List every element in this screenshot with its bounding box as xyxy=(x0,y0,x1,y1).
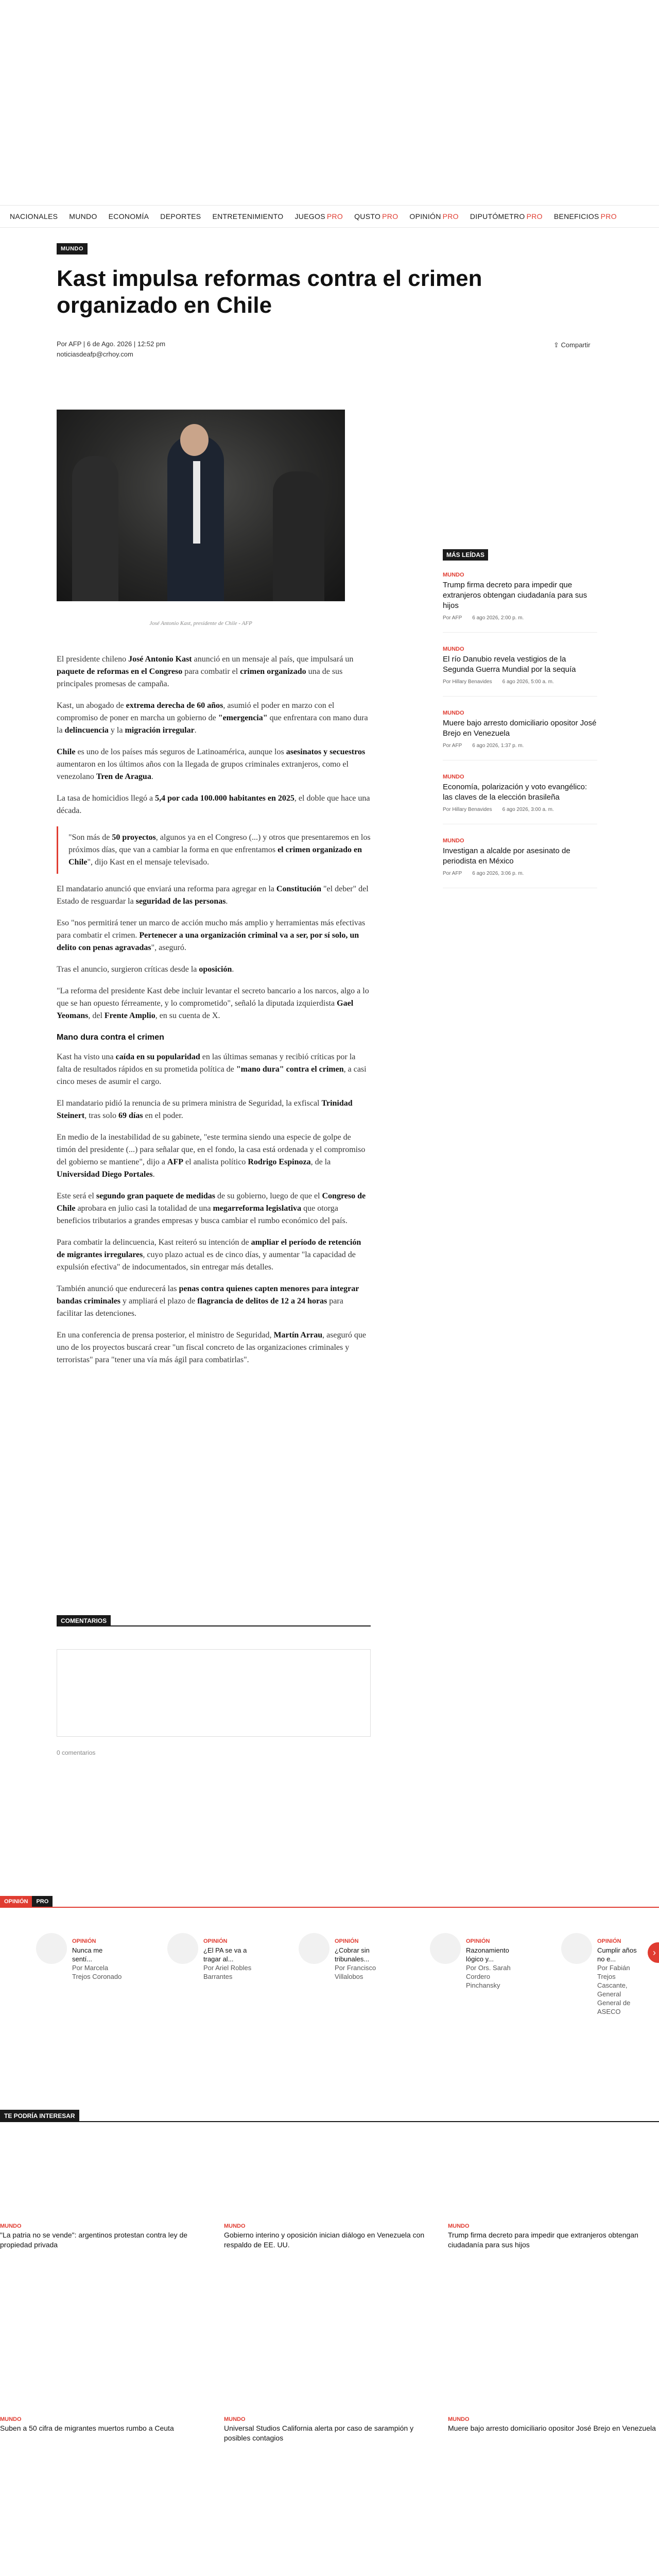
nav-item-qusto[interactable]: QUSTO PRO xyxy=(354,212,398,221)
most-read-item[interactable]: MUNDO Economía, polarización y voto evangélico: las claves de la elección brasileña Por Hillary Benavides 6 ago 2026, 3:00 a. m. xyxy=(443,774,597,824)
related-card[interactable]: MUNDO Gobierno interino y oposición inician diálogo en Venezuela con respaldo de EE. UU. xyxy=(224,2141,432,2250)
avatar xyxy=(561,1933,592,1964)
related-heading: TE PODRÍA INTERESAR xyxy=(0,2110,79,2122)
opinion-card[interactable]: OPINIÓN Razonamiento lógico y... Por Ors. Sarah Cordero Pinchansky xyxy=(466,1938,511,1989)
nav-item-mundo[interactable]: MUNDO xyxy=(69,212,97,221)
share-icon: ⇪ xyxy=(553,341,561,349)
opinion-card[interactable]: OPINIÓN ¿El PA se va a tragar al... Por Ariel Robles Barrantes xyxy=(203,1938,252,1980)
nav-item-nacionales[interactable]: NACIONALES xyxy=(10,212,58,221)
most-read-item[interactable]: MUNDO Investigan a alcalde por asesinato de periodista en México Por AFP 6 ago 2026, 3:06 p. m. xyxy=(443,838,597,888)
avatar xyxy=(167,1933,198,1964)
opinion-carousel xyxy=(0,1896,659,2015)
comments-heading: COMENTARIOS xyxy=(57,1615,111,1626)
comments-section xyxy=(57,1615,371,1756)
related-image xyxy=(224,2141,432,2218)
main-nav xyxy=(0,205,659,228)
background-person xyxy=(273,471,324,601)
comments-count: 0 comentarios xyxy=(57,1749,96,1756)
opinion-card[interactable]: OPINIÓN Nunca me sentí... Por Marcela Trejos Coronado xyxy=(72,1938,122,1980)
nav-item-economia[interactable]: ECONOMÍA xyxy=(108,212,149,221)
share-button[interactable]: ⇪ Compartir xyxy=(553,341,591,349)
paragraph: Kast ha visto una caída en su popularidad en las últimas semanas y recibió críticas por la falta de resultados rápidos en su prometida política de "mano dura" contra el crimen, a casi cinco meses de asumir el cargo. xyxy=(57,1053,367,1086)
article-body xyxy=(57,653,371,1376)
most-read-item[interactable]: MUNDO Muere bajo arresto domiciliario opositor José Brejo en Venezuela Por AFP 6 ago 2026, 1:37 p. m. xyxy=(443,710,597,760)
related-image xyxy=(448,2141,656,2218)
nav-item-beneficios[interactable]: BENEFICIOS PRO xyxy=(553,212,617,221)
paragraph: En medio de la inestabilidad de su gabinete, "este termina siendo una especie de golpe de timón del presidente (...) para señalar que, en el fondo, la casa está ordenada y el compromiso del gobierno se mantiene", dijo a AFP el analista político Rodrigo Espinoza, de la Universidad Diego Portales. xyxy=(57,1133,366,1179)
paragraph: Eso "nos permitirá tener un marco de acción mucho más amplio y herramientas más efectivas para combatir el crimen. Pertenecer a una organización criminal va a ser, por sí solo, un delito con penas agravadas", aseguró. xyxy=(57,919,366,952)
shirt xyxy=(193,461,200,544)
related-image xyxy=(0,2334,209,2411)
paragraph: En una conferencia de prensa posterior, el ministro de Seguridad, Martín Arrau, aseguró que uno de los proyectos buscará crear "un fiscal concreto de las organizaciones criminales y terroristas" para "tener una vía más ágil para combatirlas". xyxy=(57,1331,366,1364)
paragraph: La tasa de homicidios llegó a 5,4 por cada 100.000 habitantes en 2025, el doble que hace una década. xyxy=(57,794,370,815)
nav-item-juegos[interactable]: JUEGOS PRO xyxy=(294,212,343,221)
paragraph: El mandatario pidió la renuncia de su primera ministra de Seguridad, la exfiscal Trinidad Steinert, tras solo 69 días en el poder. xyxy=(57,1099,353,1120)
related-card[interactable]: MUNDO "La patria no se vende": argentinos protestan contra ley de propiedad privada xyxy=(0,2141,209,2250)
nav-item-deportes[interactable]: DEPORTES xyxy=(160,212,201,221)
avatar xyxy=(36,1933,67,1964)
hero-image xyxy=(57,410,345,601)
paragraph: También anunció que endurecerá las penas contra quienes capten menores para integrar bandas criminales y ampliará el plazo de flagrancia de delitos de 12 a 24 horas para facilitar las detenciones. xyxy=(57,1284,359,1318)
opinion-card[interactable]: OPINIÓN ¿Cobrar sin tribunales... Por Francisco Villalobos xyxy=(335,1938,376,1980)
most-read-heading: MÁS LEÍDAS xyxy=(443,549,488,561)
article-title: Kast impulsa reformas contra el crimen organizado en Chile xyxy=(57,266,482,318)
main-person-head xyxy=(180,424,209,456)
paragraph: Para combatir la delincuencia, Kast reiteró su intención de ampliar el período de retención de migrantes irregulares, cuyo plazo actual es de cinco días, y aumentar "la capacidad de expulsión efectiva" de indocumentados, sin entregar más detalles. xyxy=(57,1238,361,1272)
opinion-heading: OPINIÓN PRO xyxy=(0,1896,53,1907)
section-tag[interactable]: MUNDO xyxy=(57,243,88,255)
nav-item-entretenimiento[interactable]: ENTRETENIMIENTO xyxy=(212,212,284,221)
paragraph: El presidente chileno José Antonio Kast anunció en un mensaje al país, que impulsará un paquete de reformas en el Congreso para combatir el crimen organizado una de sus principales promesas de campaña. xyxy=(57,655,354,688)
byline-text: Por AFP | 6 de Ago. 2026 | 12:52 pm xyxy=(57,340,166,348)
paragraph: Chile es uno de los países más seguros de Latinoamérica, aunque los asesinatos y secuestros aumentaron en los últimos años con la llegada de grupos criminales extranjeros, como el venezolano Tren de Aragua. xyxy=(57,748,366,781)
paragraph: Kast, un abogado de extrema derecha de 60 años, asumió el poder en marzo con el compromiso de poner en marcha un gobierno de "emergencia" que enfrentara con mano dura la delincuencia y la migración irregular. xyxy=(57,701,368,735)
avatar xyxy=(299,1933,330,1964)
paragraph: Tras el anuncio, surgieron críticas desde la oposición. xyxy=(57,965,234,974)
image-caption: José Antonio Kast, presidente de Chile - AFP xyxy=(149,620,252,626)
paragraph: "La reforma del presidente Kast debe incluir levantar el secreto bancario a los narcos, algo a lo que se han opuesto férreamente, y lo comprometido", señaló la diputada izquierdista Gael Yeomans, del Frente Amplio, en su cuenta de X. xyxy=(57,987,369,1020)
related-image xyxy=(0,2141,209,2218)
related-image xyxy=(224,2334,432,2411)
related-card[interactable]: MUNDO Suben a 50 cifra de migrantes muertos rumbo a Ceuta xyxy=(0,2334,209,2433)
byline xyxy=(57,339,165,360)
related-card[interactable]: MUNDO Muere bajo arresto domiciliario opositor José Brejo en Venezuela xyxy=(448,2334,656,2433)
background-person xyxy=(72,456,118,601)
most-read-item[interactable]: MUNDO El río Danubio revela vestigios de la Segunda Guerra Mundial por la sequía Por Hillary Benavides 6 ago 2026, 5:00 a. m. xyxy=(443,646,597,697)
carousel-next-button[interactable]: › xyxy=(648,1942,659,1963)
opinion-card[interactable]: OPINIÓN Cumplir años no e... Por Fabián Trejos Cascante, General General de ASECO xyxy=(597,1938,637,2015)
subheading: Mano dura contra el crimen xyxy=(57,1033,164,1042)
nav-item-diputometro[interactable]: DIPUTÓMETRO PRO xyxy=(470,212,543,221)
avatar xyxy=(430,1933,461,1964)
related-articles xyxy=(0,2110,659,2122)
paragraph: Este será el segundo gran paquete de medidas de su gobierno, luego de que el Congreso de Chile aprobara en julio casi la totalidad de una megarreforma legislativa que otorga beneficios tributarios a grandes empresas y busca cambiar el rumbo económico del país. xyxy=(57,1192,366,1225)
comments-box[interactable] xyxy=(57,1649,371,1737)
paragraph: El mandatario anunció que enviará una reforma para agregar en la Constitución "el deber" del Estado de resguardar la seguridad de las personas. xyxy=(57,885,369,906)
related-card[interactable]: MUNDO Trump firma decreto para impedir que extranjeros obtengan ciudadanía para sus hijos xyxy=(448,2141,656,2250)
related-card[interactable]: MUNDO Universal Studios California alerta por caso de sarampión y posibles contagios xyxy=(224,2334,432,2443)
most-read-item[interactable]: MUNDO Trump firma decreto para impedir que extranjeros obtengan ciudadanía para sus hijos Por AFP 6 ago 2026, 2:00 p. m. xyxy=(443,572,597,633)
nav-item-opinion[interactable]: OPINIÓN PRO xyxy=(409,212,459,221)
most-read-sidebar xyxy=(443,549,597,902)
pull-quote: "Son más de 50 proyectos, algunos ya en el Congreso (...) y otros que presentaremos en los próximos días, que van a cambiar la forma en que enfrentamos el crimen organizado en Chile", dijo Kast en el mensaje televisado. xyxy=(57,826,371,874)
byline-email[interactable]: noticiasdeafp@crhoy.com xyxy=(57,350,133,358)
related-image xyxy=(448,2334,656,2411)
